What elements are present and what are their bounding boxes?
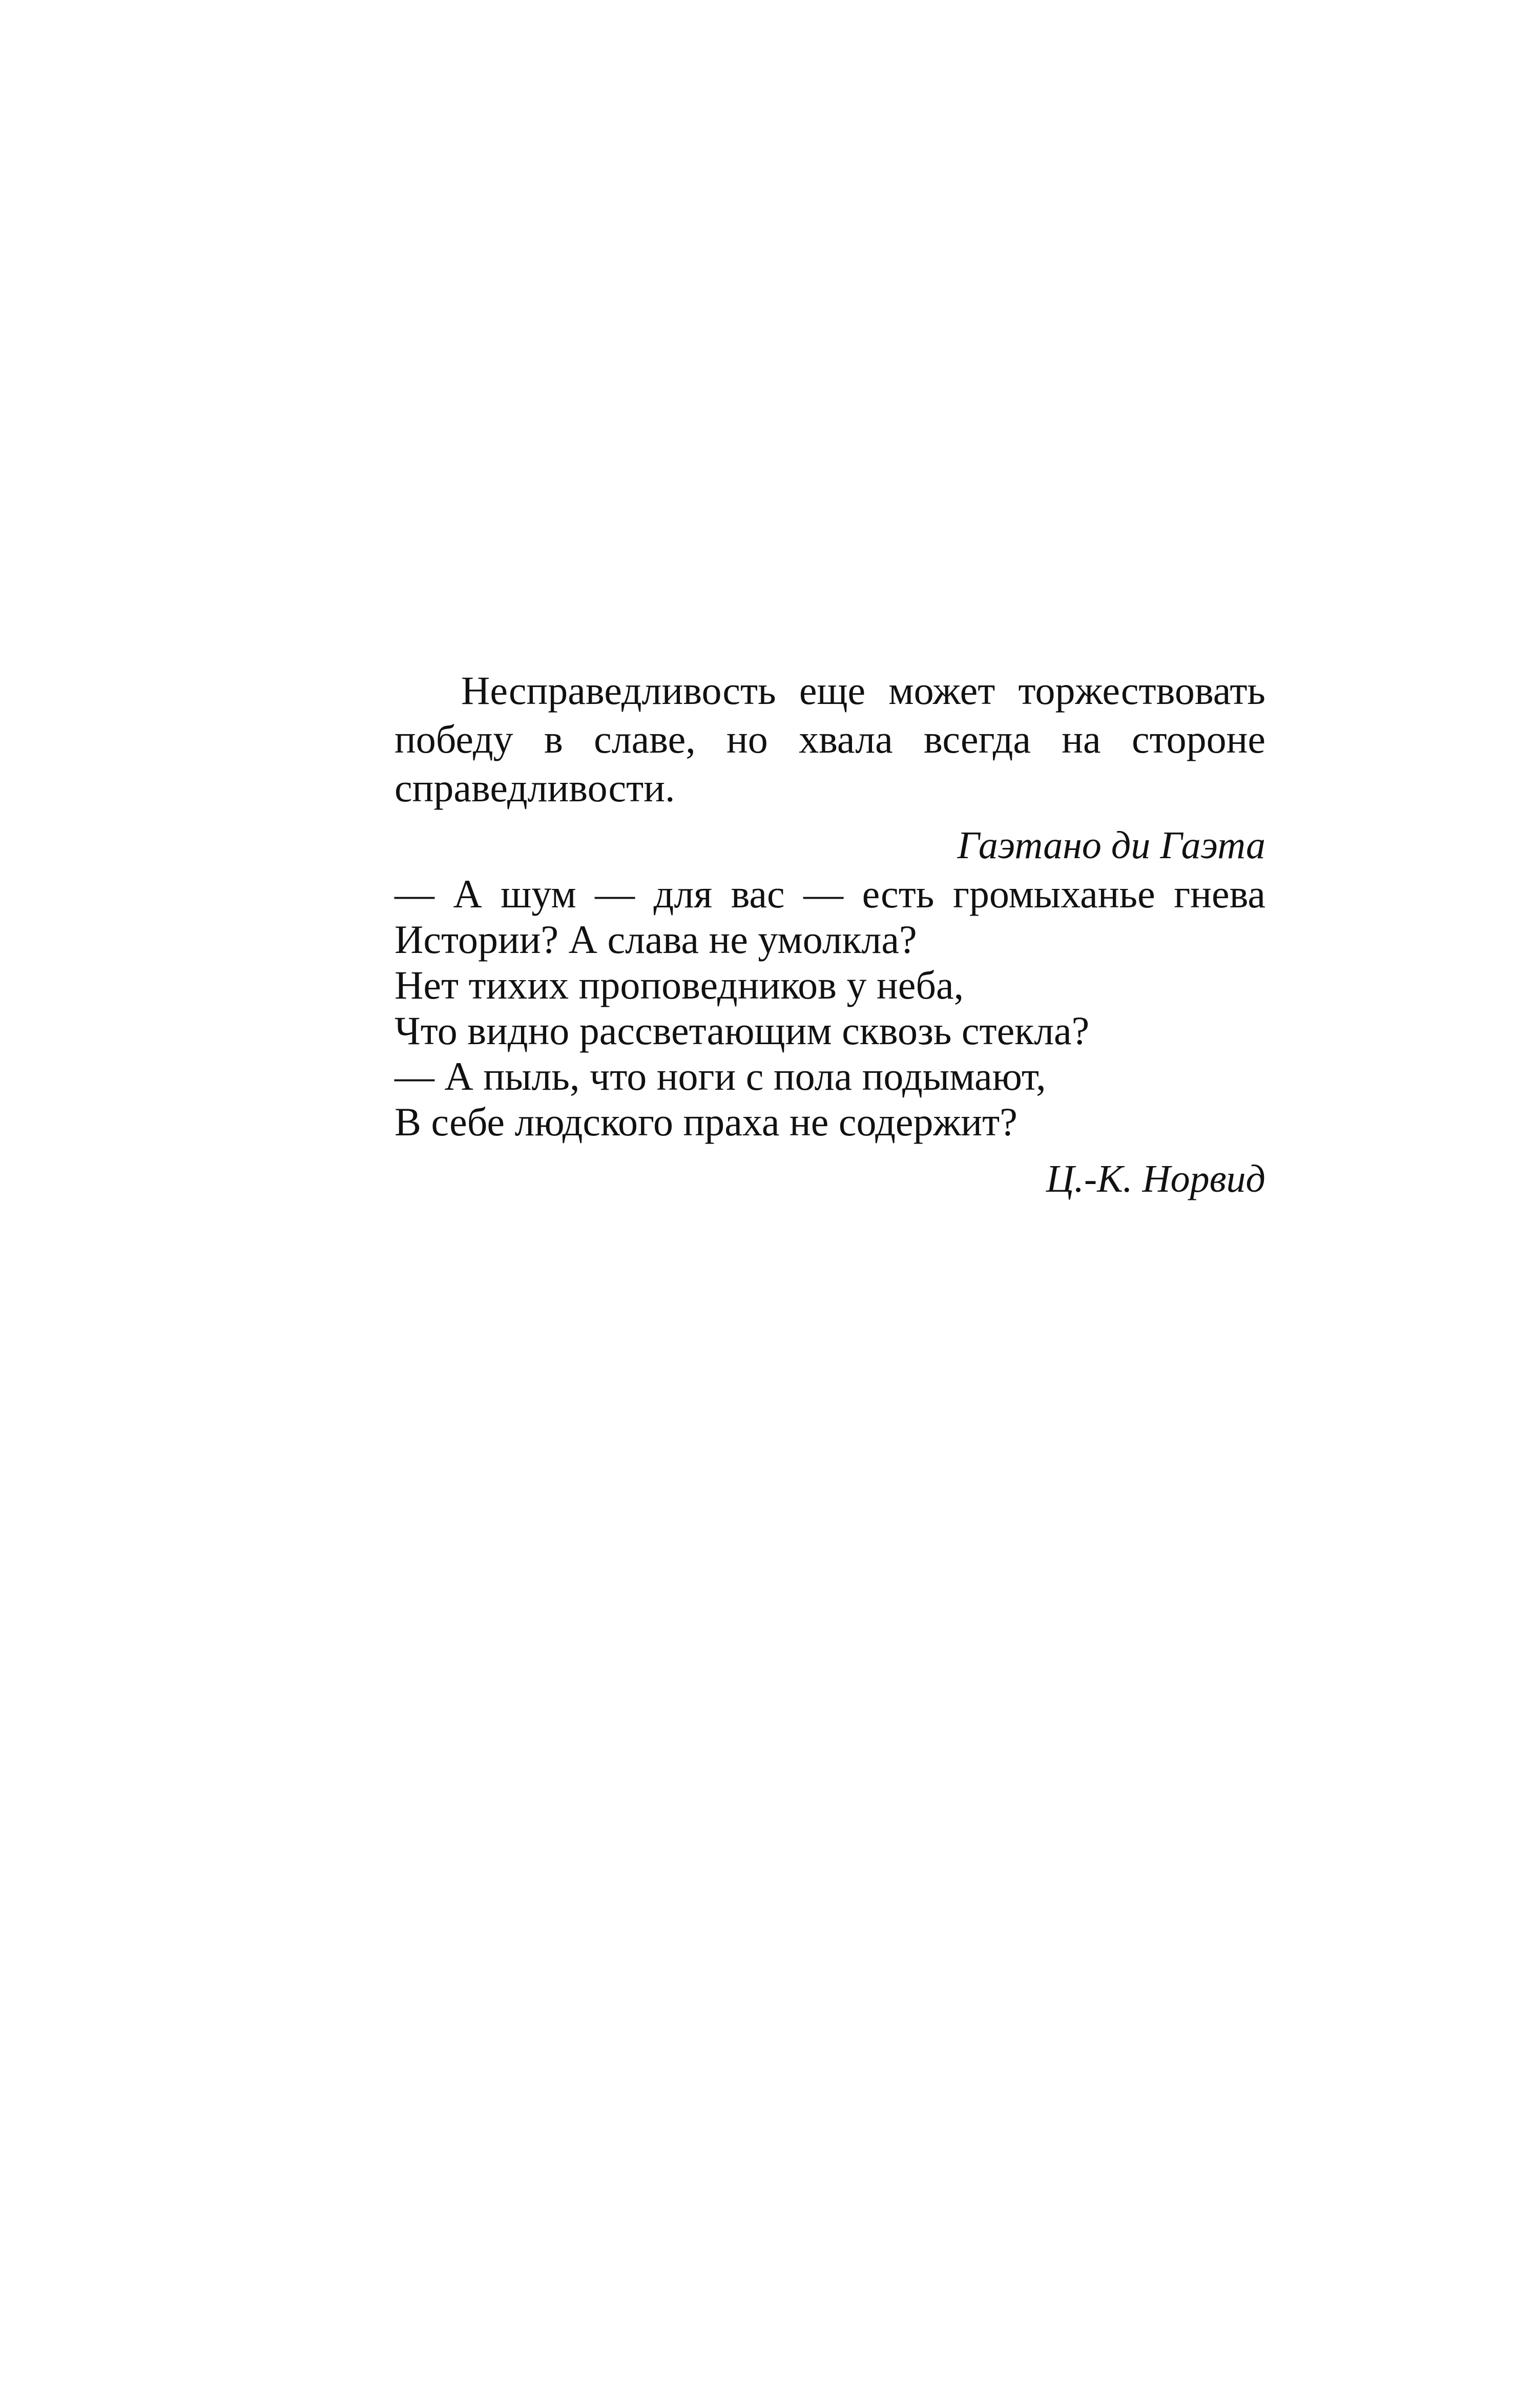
- epigraph-prose-author: Гаэтано ди Гаэта: [957, 824, 1265, 867]
- verse-line: Истории? А слава не умолкла?: [394, 917, 917, 962]
- epigraph-prose-text: Несправедливость еще может торжествовать победу в славе, но хвала всегда на стороне справедливости.: [394, 668, 1265, 810]
- epigraph-verse-author: Ц.-К. Норвид: [1046, 1157, 1265, 1200]
- verse-line: — А пыль, что ноги с пола подымают,: [394, 1054, 1046, 1098]
- verse-line: Нет тихих проповедников у неба,: [394, 963, 964, 1007]
- verse-line: Что видно рассветающим сквозь стекла?: [394, 1008, 1090, 1053]
- epigraph-verse: [394, 871, 1265, 1203]
- verse-line: — А шум — для вас — есть громыханье гнева: [394, 871, 1265, 916]
- verse-line: В себе людского праха не содержит?: [394, 1099, 1017, 1144]
- epigraph-prose: [394, 666, 1265, 870]
